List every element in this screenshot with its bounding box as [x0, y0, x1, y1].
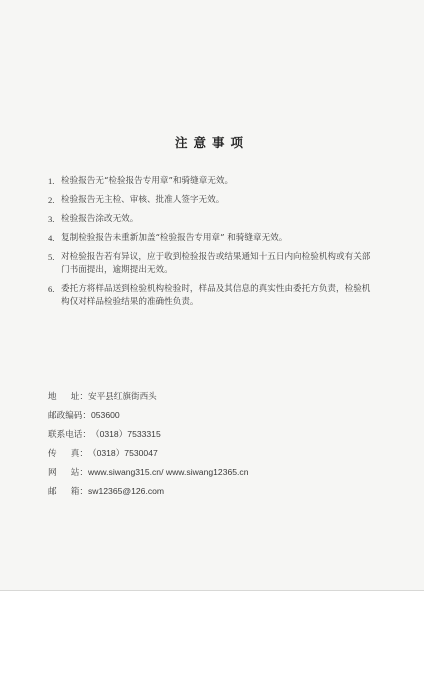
list-item — [48, 283, 378, 309]
item-number: 2. — [48, 195, 55, 205]
email-row — [48, 481, 378, 500]
label-part: 站： — [70, 467, 88, 478]
item-text: 检验报告无主检、审核、批准人签字无效。 — [61, 195, 225, 205]
phone-row — [48, 424, 378, 443]
item-number: 4. — [48, 233, 55, 243]
list-item — [48, 175, 378, 188]
item-text: 检验报告无“检验报告专用章”和骑缝章无效。 — [61, 176, 234, 186]
list-item — [48, 232, 378, 245]
list-item — [48, 194, 378, 207]
website-label — [48, 466, 88, 478]
address-row — [48, 386, 378, 405]
page-title: 注意事项 — [174, 135, 249, 150]
label-part: 邮 — [48, 486, 57, 497]
item-number: 1. — [48, 176, 55, 186]
label-part: 址： — [70, 391, 88, 402]
item-number: 5. — [48, 252, 55, 262]
email-label — [48, 485, 88, 497]
phone-value: （0318）7533315 — [90, 428, 161, 439]
item-text: 对检验报告若有异议，应于收到检验报告或结果通知十五日内向检验机构或有关部门书面提出，逾期提出无效。 — [61, 252, 371, 275]
label-part: 箱： — [70, 486, 88, 497]
item-text: 复制检验报告未重新加盖“检验报告专用章” 和骑缝章无效。 — [61, 233, 288, 243]
label-part: 传 — [48, 448, 57, 459]
postcode-row — [48, 405, 378, 424]
fax-label — [48, 447, 88, 459]
postcode-label: 邮政编码： — [48, 410, 91, 421]
list-item — [48, 213, 378, 226]
website-row — [48, 462, 378, 481]
item-number: 6. — [48, 284, 55, 294]
contact-info — [48, 386, 378, 500]
postcode-value: 053600 — [90, 409, 120, 420]
item-number: 3. — [48, 214, 55, 224]
item-text: 委托方将样品送到检验机构检验时，样品及其信息的真实性由委托方负责，检验机构仅对样品检验结果的准确性负责。 — [61, 284, 371, 307]
label-part: 真： — [70, 448, 88, 459]
list-item — [48, 251, 378, 277]
address-value: 安平县红旗街西头 — [88, 390, 157, 401]
notes-list — [48, 175, 378, 315]
phone-label: 联系电话： — [48, 429, 91, 440]
fax-row — [48, 443, 378, 462]
label-part: 地 — [48, 391, 57, 402]
fax-value: （0318）7530047 — [88, 447, 158, 458]
email-value: sw12365@126.com — [88, 485, 165, 496]
address-label — [48, 390, 88, 402]
website-value: www.siwang315.cn/ www.siwang12365.cn — [88, 466, 249, 477]
label-part: 网 — [48, 467, 57, 478]
item-text: 检验报告涂改无效。 — [61, 214, 139, 224]
